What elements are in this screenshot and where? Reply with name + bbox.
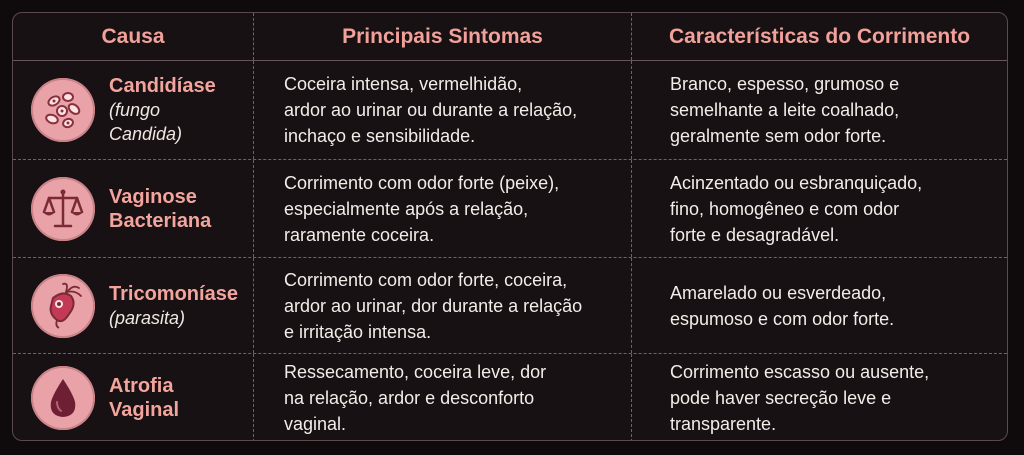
cause-text xyxy=(109,185,211,233)
symptoms-text: Coceira intensa, vermelhidão, ardor ao urinar ou durante a relação, inchaço e sensibilidade. xyxy=(284,74,578,146)
header-symptoms: Principais Sintomas xyxy=(253,13,631,60)
symptoms-text: Corrimento com odor forte, coceira, ardor ao urinar, dor durante a relação e irritação intensa. xyxy=(284,269,583,342)
table-row xyxy=(13,159,1007,257)
cause-name: Candidíase xyxy=(109,75,216,97)
symptoms-cell xyxy=(253,258,631,353)
table-row xyxy=(13,61,1007,159)
header-discharge: Características do Corrimento xyxy=(631,13,1007,60)
cause-subtitle: (fungo Candida) xyxy=(109,100,183,144)
discharge-cell xyxy=(631,354,1007,441)
cause-text xyxy=(109,374,179,422)
symptoms-text: Corrimento com odor forte (peixe), especialmente após a relação, raramente coceira. xyxy=(284,172,560,245)
blood-drop-icon xyxy=(31,366,95,430)
balance-scale-icon xyxy=(31,177,95,241)
cause-cell xyxy=(13,354,253,441)
discharge-text: Amarelado ou esverdeado, espumoso e com odor forte. xyxy=(670,282,895,329)
symptoms-cell xyxy=(253,61,631,159)
symptoms-cell xyxy=(253,354,631,441)
info-table xyxy=(12,12,1008,441)
cause-cell xyxy=(13,258,253,353)
discharge-text: Corrimento escasso ou ausente, pode haver secreção leve e transparente. xyxy=(670,362,930,434)
symptoms-text: Ressecamento, coceira leve, dor na relação, ardor e desconforto vaginal. xyxy=(284,362,547,434)
header-cause: Causa xyxy=(101,24,165,48)
cause-name: Vaginose Bacteriana xyxy=(109,185,212,232)
table-row xyxy=(13,257,1007,353)
table-row xyxy=(13,353,1007,441)
cause-name: Tricomoníase xyxy=(109,282,238,305)
table-header-row xyxy=(13,13,1007,61)
trichomonas-parasite-icon xyxy=(31,274,95,338)
symptoms-cell xyxy=(253,160,631,257)
cause-name: Atrofia Vaginal xyxy=(109,375,180,421)
cause-cell xyxy=(13,160,253,257)
discharge-text: Branco, espesso, grumoso e semelhante a leite coalhado, geralmente sem odor forte. xyxy=(670,74,900,146)
discharge-cell xyxy=(631,258,1007,353)
cause-cell xyxy=(13,61,253,159)
discharge-cell xyxy=(631,61,1007,159)
cause-subtitle: (parasita) xyxy=(109,307,186,328)
candida-fungus-icon xyxy=(31,78,95,142)
cause-text xyxy=(109,282,238,330)
discharge-text: Acinzentado ou esbranquiçado, fino, homogêneo e com odor forte e desagradável. xyxy=(670,172,923,245)
discharge-cell xyxy=(631,160,1007,257)
cause-text xyxy=(109,74,216,146)
